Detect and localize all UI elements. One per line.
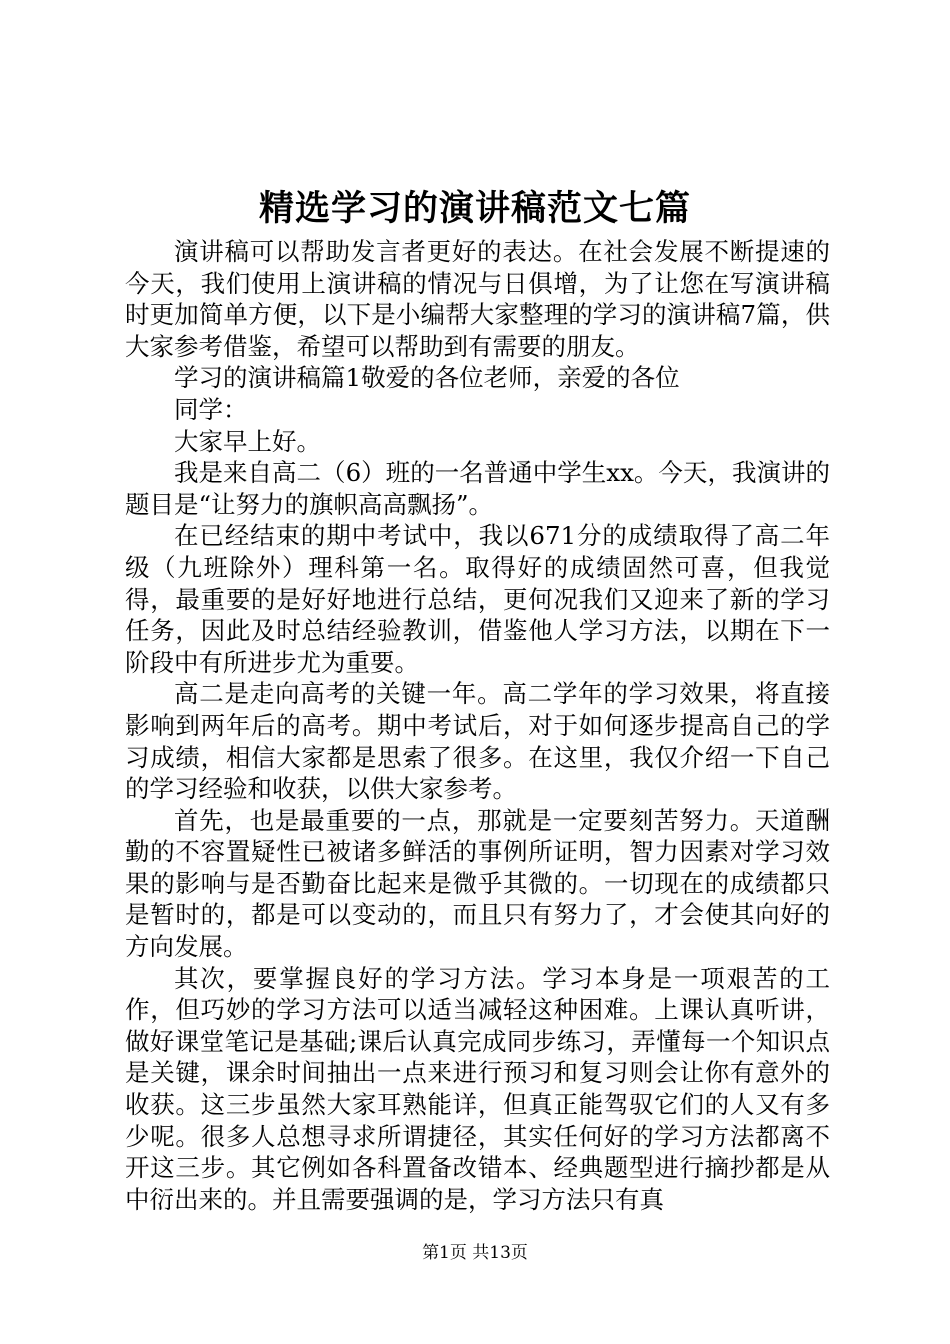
paragraph: 大家早上好。 (174, 426, 321, 456)
page-number-footer: 第1页 共13页 (422, 1243, 528, 1263)
paragraph: 同学： (174, 394, 248, 424)
document-title: 精选学习的演讲稿范文七篇 (258, 188, 691, 229)
paragraph: 其次，要掌握良好的学习方法。学习本身是一项艰苦的工作，但巧妙的学习方法可以适当减轻这种困难。上课认真听讲，做好课堂笔记是基础;课后认真完成同步练习，弄懂每一个知识点是关键，课余时间抽出一点来进行预习和复习则会让你有意外的收获。这三步虽然大家耳熟能详，但真正能驾驭它们的人又有多少呢。很多人总想寻求所谓捷径，其实任何好的学习方法都离不开这三步。其它例如各科置备改错本、经典题型进行摘抄都是从中衍出来的。并且需要强调的是，学习方法只有真 (125, 963, 830, 1214)
paragraph: 在已经结束的期中考试中，我以671分的成绩取得了高二年级（九班除外）理科第一名。取得好的成绩固然可喜，但我觉得，最重要的是好好地进行总结，更何况我们又迎来了新的学习任务，因此及时总结经验教训，借鉴他人学习方法，以期在下一阶段中有所进步尤为重要。 (125, 521, 830, 677)
paragraph: 我是来自高二（6）班的一名普通中学生xx。今天，我演讲的题目是“让努力的旗帜高高飘扬”。 (125, 458, 830, 519)
paragraph: 演讲稿可以帮助发言者更好的表达。在社会发展不断提速的今天，我们使用上演讲稿的情况与日俱增，为了让您在写演讲稿时更加简单方便，以下是小编帮大家整理的学习的演讲稿7篇，供大家参考借鉴，希望可以帮助到有需要的朋友。 (125, 237, 830, 361)
paragraph: 高二是走向高考的关键一年。高二学年的学习效果，将直接影响到两年后的高考。期中考试后，对于如何逐步提高自己的学习成绩，相信大家都是思索了很多。在这里，我仅介绍一下自己的学习经验和收获，以供大家参考。 (125, 679, 830, 804)
paragraph: 学习的演讲稿篇1敬爱的各位老师，亲爱的各位 (174, 363, 680, 393)
document-body (125, 236, 830, 1215)
paragraph: 首先，也是最重要的一点，那就是一定要刻苦努力。天道酬勤的不容置疑性已被诸多鲜活的事例所证明，智力因素对学习效果的影响与是否勤奋比起来是微乎其微的。一切现在的成绩都只是暂时的，都是可以变动的，而且只有努力了，才会使其向好的方向发展。 (125, 805, 830, 962)
